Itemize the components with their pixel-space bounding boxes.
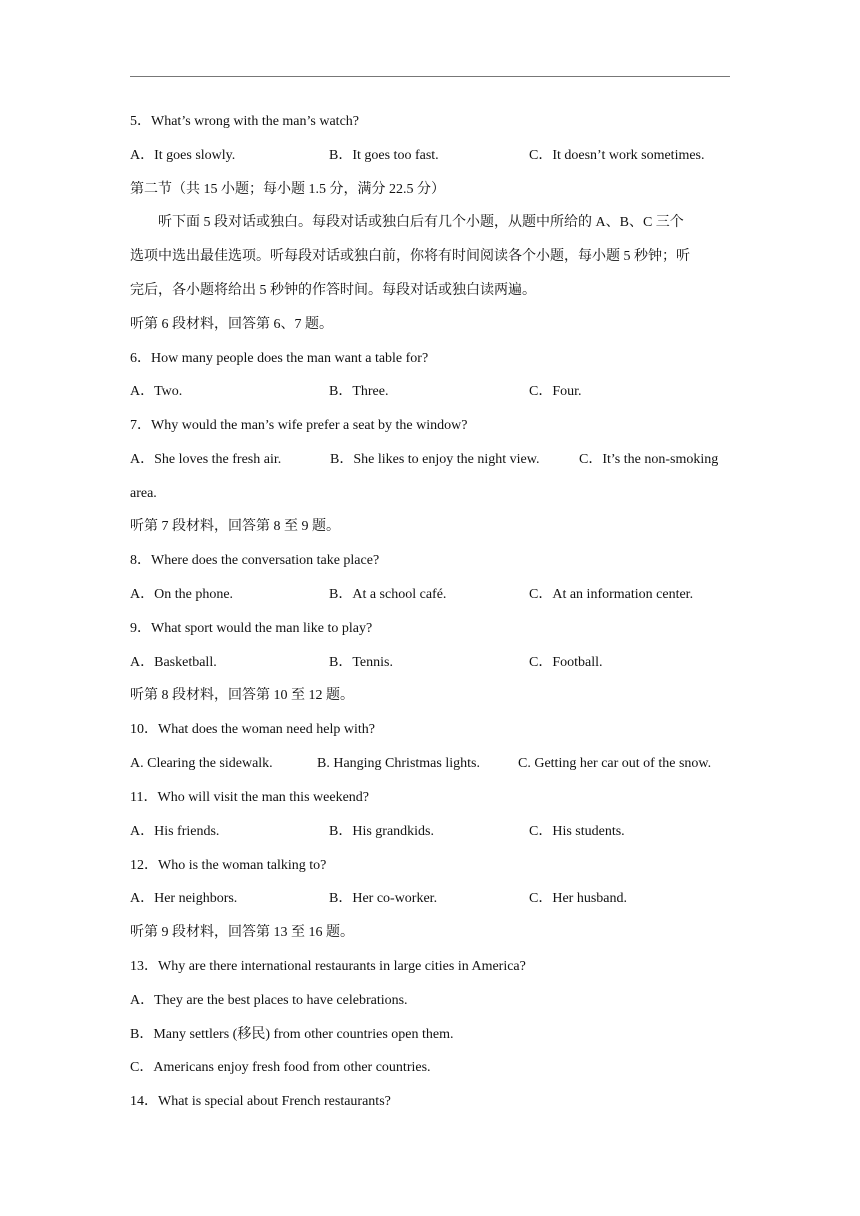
option-c: C．It doesn’t work sometimes. [529,148,705,163]
question-11: 11．Who will visit the man this weekend? [130,790,369,805]
option-a: A．They are the best places to have celebrations. [130,993,408,1008]
options-11 [0,823,860,841]
option-b: B．She likes to enjoy the night view. [330,452,540,467]
option-c: C．Football. [529,655,603,670]
material-7-heading: 听第 7 段材料，回答第 8 至 9 题。 [130,519,340,534]
option-a: A. Clearing the sidewalk. [130,756,273,771]
option-b: B．His grandkids. [329,824,434,839]
option-a: A．Two. [130,384,183,399]
option-a: A．On the phone. [130,587,234,602]
options-9 [0,654,860,672]
option-b: B．It goes too fast. [329,148,439,163]
options-7 [0,451,860,469]
options-6 [0,383,860,401]
option-c: C．Her husband. [529,891,627,906]
material-9-heading: 听第 9 段材料，回答第 13 至 16 题。 [130,925,354,940]
option-c: C．His students. [529,824,625,839]
options-12 [0,890,860,908]
instructions-line-3: 完后，各小题将给出 5 秒钟的作答时间。每段对话或独白读两遍。 [130,283,536,298]
option-c: C．It’s the non-smoking [579,452,719,467]
question-8: 8．Where does the conversation take place? [130,553,380,568]
question-6: 6．How many people does the man want a table for? [130,351,429,366]
header-rule [130,76,730,77]
instructions-line-1: 听下面 5 段对话或独白。每段对话或独白后有几个小题，从题中所给的 A、B、C 三个 [158,215,684,230]
instructions-line-2: 选项中选出最佳选项。听每段对话或独白前，你将有时间阅读各个小题，每小题 5 秒钟；听 [130,249,690,264]
question-10: 10．What does the woman need help with? [130,722,375,737]
material-8-heading: 听第 8 段材料，回答第 10 至 12 题。 [130,688,354,703]
option-a: A．His friends. [130,824,220,839]
question-9: 9．What sport would the man like to play? [130,621,373,636]
section-heading: 第二节（共 15 小题；每小题 1.5 分，满分 22.5 分） [130,182,445,197]
option-a: A．It goes slowly. [130,148,236,163]
option-c: C. Getting her car out of the snow. [518,756,712,771]
option-b: B．Many settlers (移民) from other countries open them. [130,1027,454,1042]
question-14: 14．What is special about French restaurants? [130,1094,391,1109]
options-8 [0,586,860,604]
options-10 [0,755,860,773]
option-c: C．Americans enjoy fresh food from other countries. [130,1060,431,1075]
option-c-continued: area. [130,486,157,501]
option-a: A．She loves the fresh air. [130,452,282,467]
option-b: B．At a school café. [329,587,447,602]
material-6-heading: 听第 6 段材料，回答第 6、7 题。 [130,317,333,332]
question-13: 13．Why are there international restaurants in large cities in America? [130,959,526,974]
option-c: C．Four. [529,384,582,399]
option-b: B. Hanging Christmas lights. [317,756,480,771]
option-a: A．Basketball. [130,655,217,670]
option-b: B．Tennis. [329,655,393,670]
option-b: B．Her co-worker. [329,891,438,906]
option-c: C．At an information center. [529,587,694,602]
options-5 [0,147,860,165]
option-a: A．Her neighbors. [130,891,238,906]
question-5: 5．What’s wrong with the man’s watch? [130,114,360,129]
question-12: 12．Who is the woman talking to? [130,858,327,873]
question-7: 7．Why would the man’s wife prefer a seat by the window? [130,418,468,433]
option-b: B．Three. [329,384,389,399]
